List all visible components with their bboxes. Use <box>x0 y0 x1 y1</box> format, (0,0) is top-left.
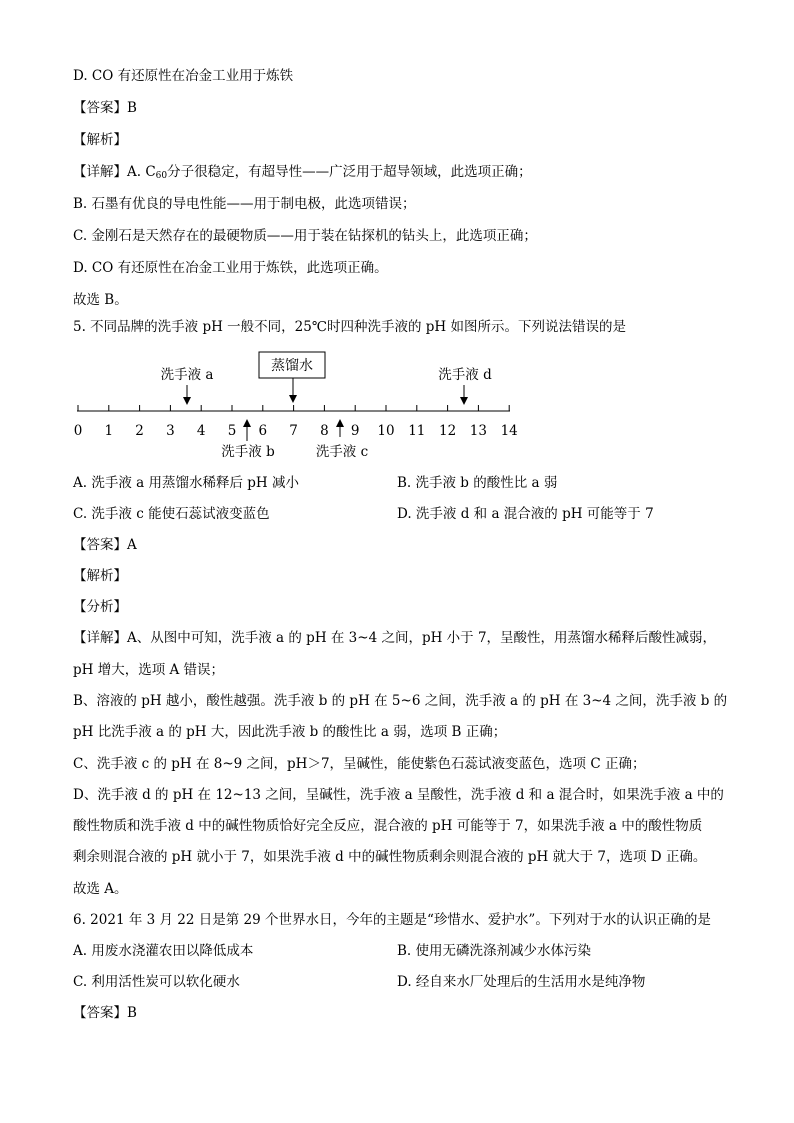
ph-tick-label-10: 10 <box>377 423 395 439</box>
q6-stem: 6. 2021 年 3 月 22 日是第 29 个世界水日，今年的主题是“珍惜水、爱护水”。下列对于水的认识正确的是 <box>73 912 711 928</box>
ph-axis-ticks <box>74 405 518 439</box>
label-handwash-b: 洗手液 b <box>221 444 275 460</box>
q4-detail-a-prefix: 【详解】A. C <box>73 164 156 180</box>
q6-option-a: A. 用废水浇灌农田以降低成本 <box>73 943 254 959</box>
q4-option-d: D. CO 有还原性在冶金工业用于炼铁 <box>73 68 294 84</box>
q5-option-c: C. 洗手液 c 能使石蕊试液变蓝色 <box>73 506 270 522</box>
ph-tick-label-0: 0 <box>73 423 83 439</box>
q5-analysis-heading: 【解析】 <box>73 568 127 584</box>
q5-option-d: D. 洗手液 d 和 a 混合液的 pH 可能等于 7 <box>397 506 654 522</box>
q4-detail-a <box>73 163 532 185</box>
q4-detail-b: B. 石墨有优良的导电性能——用于制电极，此选项错误； <box>73 196 416 212</box>
q4-detail-a-subscript: 60 <box>155 171 168 181</box>
arrowhead-d <box>460 397 468 405</box>
ph-tick-label-4: 4 <box>196 423 206 439</box>
q5-fenxi-heading: 【分析】 <box>73 599 127 615</box>
ph-scale-diagram <box>0 345 794 465</box>
q5-detail-b-line1: B、溶液的 pH 越小，酸性越强。洗手液 b 的 pH 在 5~6 之间，洗手液 a 的 pH 在 3~4 之间，洗手液 b 的 <box>73 693 728 709</box>
ph-tick-label-2: 2 <box>135 423 144 439</box>
q5-stem: 5. 不同品牌的洗手液 pH 一般不同，25℃时四种洗手液的 pH 如图所示。下列说法错误的是 <box>73 319 626 335</box>
ph-tick-label-8: 8 <box>320 423 329 439</box>
q4-conclusion: 故选 B。 <box>73 292 128 308</box>
label-handwash-c: 洗手液 c <box>315 444 369 460</box>
q5-conclusion: 故选 A。 <box>73 881 128 897</box>
ph-tick-label-9: 9 <box>350 423 360 439</box>
q5-answer: 【答案】A <box>73 537 137 553</box>
ph-tick-label-5: 5 <box>227 423 237 439</box>
q5-option-b: B. 洗手液 b 的酸性比 a 弱 <box>397 475 558 491</box>
ph-tick-label-11: 11 <box>408 423 426 439</box>
q6-answer: 【答案】B <box>73 1005 137 1021</box>
q5-detail-d-line3: 剩余则混合液的 pH 就小于 7，如果洗手液 d 中的碱性物质剩余则混合液的 pH 就大于 7，选项 D 正确。 <box>73 849 707 865</box>
q4-analysis-heading: 【解析】 <box>73 132 127 148</box>
q4-answer: 【答案】B <box>73 100 137 116</box>
q6-option-c: C. 利用活性炭可以软化硬水 <box>73 974 240 990</box>
q5-detail-a-line1: 【详解】A、从图中可知，洗手液 a 的 pH 在 3~4 之间，pH 小于 7，呈酸性，用蒸馏水稀释后酸性减弱， <box>73 630 717 646</box>
arrowhead-c <box>336 419 344 427</box>
q5-detail-b-line2: pH 比洗手液 a 的 pH 大，因此洗手液 b 的酸性比 a 弱，选项 B 正确； <box>73 724 507 740</box>
q5-option-a: A. 洗手液 a 用蒸馏水稀释后 pH 减小 <box>73 475 299 491</box>
label-handwash-d: 洗手液 d <box>438 367 492 383</box>
q4-detail-d: D. CO 有还原性在冶金工业用于炼铁，此选项正确。 <box>73 260 388 276</box>
distilled-water-label: 蒸馏水 <box>271 358 313 374</box>
ph-tick-label-13: 13 <box>469 423 487 439</box>
ph-tick-label-3: 3 <box>166 423 175 439</box>
ph-tick-label-1: 1 <box>104 423 114 439</box>
arrowhead-a <box>183 397 191 405</box>
q5-detail-d-line1: D、洗手液 d 的 pH 在 12~13 之间，呈碱性，洗手液 a 呈酸性，洗手液 d 和 a 混合时，如果洗手液 a 中的 <box>73 787 724 803</box>
ph-tick-label-12: 12 <box>439 423 457 439</box>
ph-tick-label-6: 6 <box>258 423 268 439</box>
q6-option-d: D. 经自来水厂处理后的生活用水是纯净物 <box>397 974 646 990</box>
label-handwash-a: 洗手液 a <box>160 367 214 383</box>
ph-tick-label-7: 7 <box>289 423 298 439</box>
distilled-water-arrowhead <box>289 395 297 403</box>
q4-detail-a-rest: 分子很稳定，有超导性——广泛用于超导领域，此选项正确； <box>167 164 532 180</box>
q5-detail-a-line2: pH 增大，选项 A 错误； <box>73 662 225 678</box>
q4-detail-c: C. 金刚石是天然存在的最硬物质——用于装在钻探机的钻头上，此选项正确； <box>73 228 537 244</box>
q5-detail-d-line2: 酸性物质和洗手液 d 中的碱性物质恰好完全反应，混合液的 pH 可能等于 7，如果洗手液 a 中的酸性物质 <box>73 818 703 834</box>
q5-detail-c: C、洗手液 c 的 pH 在 8~9 之间，pH＞7，呈碱性，能使紫色石蕊试液变蓝色，选项 C 正确； <box>73 756 646 772</box>
q6-option-b: B. 使用无磷洗涤剂减少水体污染 <box>397 943 592 959</box>
ph-tick-label-14: 14 <box>500 423 518 439</box>
arrowhead-b <box>243 419 251 427</box>
